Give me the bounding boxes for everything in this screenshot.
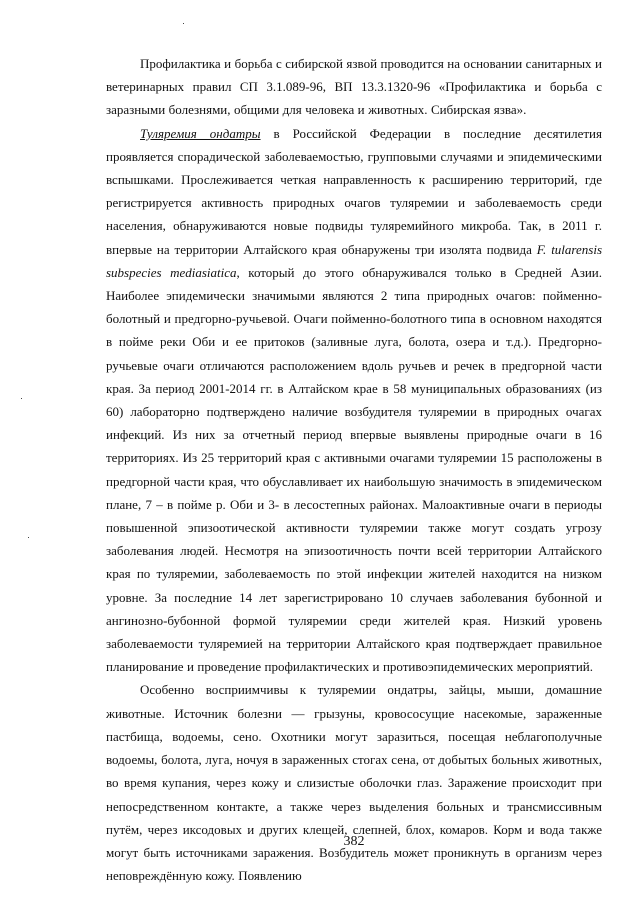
paragraph-anthrax-prevention: Профилактика и борьба с сибирской язвой проводится на основании санитарных и ветеринарных правил СП 3.1.089-96, ВП 13.3.1320-96 «Профилактика и борьба с заразными болезнями, общими для человека и животных. Сибирская язва». [106, 56, 602, 118]
paragraph-susceptible-animals: Особенно восприимчивы к туляремии ондатры, зайцы, мыши, домашние животные. Источник болезни — грызуны, кровососущие насекомые, зараженные пастбища, водоемы, сено. Охотники могут заразиться, посещая неблагополучные водоемы, болота, луга, ночуя в зараженных стогах сена, от добытых больных животных, во время купания, через кожу и слизистые оболочки глаз. Заражение происходит при непосредственном контакте, а также через выделения больных и трансмиссивным путём, через иксодовых и других клещей, слепней, блох, комаров. Корм и вода также могут быть источниками заражения. Возбудитель может проникнуть в организм через неповреждённую кожу. Появлению [106, 682, 602, 884]
document-page [106, 52, 603, 884]
scan-speck [21, 398, 22, 399]
paragraph-text-part-a: в Российской Федерации в последние десятилетия проявляется спорадической заболеваемостью, групповыми случаями и эпидемическими вспышками. Прослеживается четкая направленность к расширению территорий, где регистрируется активность природных очагов туляремии и заболеваемость среди населения, обнаруживаются новые подвиды туляремийного микроба. Так, в 2011 г. впервые на территории Алтайского края обнаружены три изолята подвида [106, 125, 602, 257]
paragraph-text-part-b: , который до этого обнаруживался только в Средней Азии. Наиболее эпидемически значимыми являются 2 типа природных очагов: пойменно-болотный и предгорно-ручьевой. Очаги пойменно-болотного типа в основном находятся в пойме реки Оби и ее притоков (заливные луга, болота, озера и т.д.). Предгорно-ручьевые очаги отличаются расположением вдоль ручьев и речек в предгорной части края. За период 2001-2014 гг. в Алтайском крае в 58 муниципальных образованиях (из 60) лабораторно подтверждено наличие возбудителя туляремии в природных очагах инфекций. Из них за отчетный период впервые выявлены природные очаги в 16 территориях. Из 25 территорий края с активными очагами туляремии 15 расположены в предгорной части края, что обуславливает их наибольшую значимость в эпидемическом плане, 7 – в пойме р. Оби и 3- в лесостепных районах. Малоактивные очаги в периоды повышенной эпизоотической активности туляремии также могут создать угрозу заболевания людей. Несмотря на эпизоотичность почти всей территории Алтайского края по туляремии, заболеваемость по этой инфекции жителей находится на низком уровне. За последние 14 лет зарегистрировано 10 случаев заболевания бубонной и ангинозно-бубонной формой туляремии среди жителей края. Низкий уровень заболеваемости туляремией на территории Алтайского края подтверждает правильное планирование и проведение профилактических и противоэпидемических мероприятий. [106, 264, 603, 675]
latin-species-name: F. tularensis subspecies mediasiatica [106, 241, 602, 280]
page-number: 382 [343, 834, 365, 849]
scan-speck [183, 23, 184, 24]
paragraph-muskrat-tularemia [106, 122, 602, 679]
term-muskrat-tularemia: Туляремия ондатры [140, 125, 261, 141]
scan-speck [28, 537, 29, 538]
